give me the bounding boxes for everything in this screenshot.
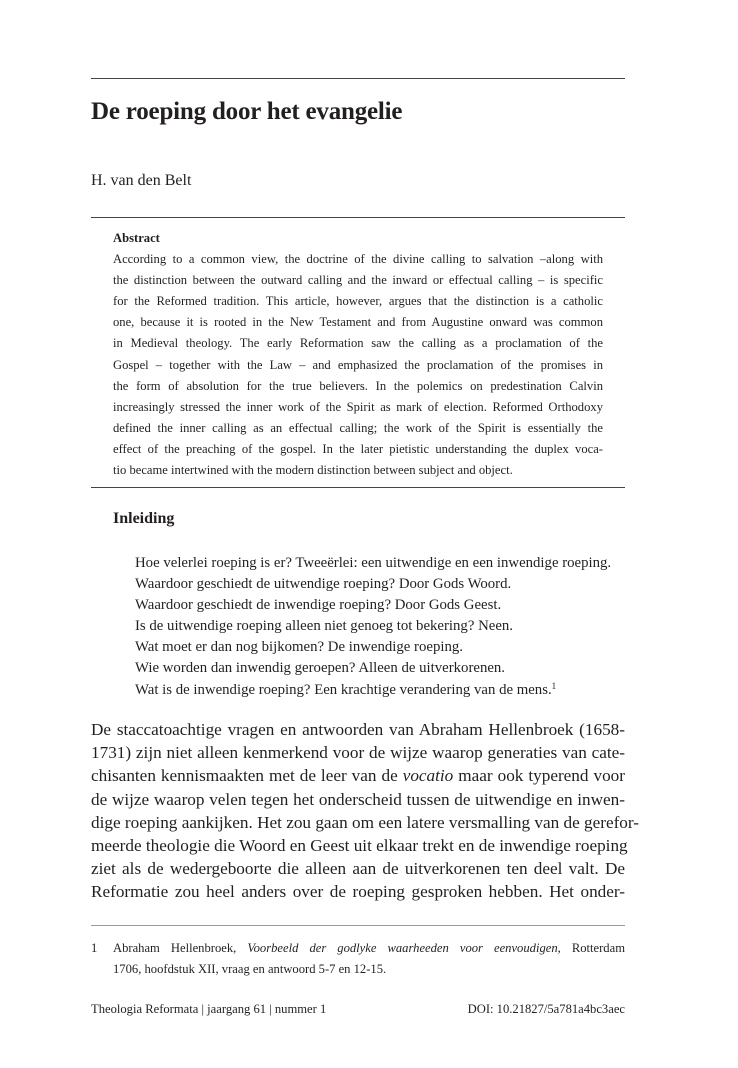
- article-title: De roeping door het evangelie: [91, 98, 403, 125]
- catechism-line: Wie worden dan inwendig geroepen? Alleen de uitverkorenen.: [135, 660, 506, 677]
- footnote-text: [113, 938, 625, 980]
- catechism-line: Hoe velerlei roeping is er? Tweeërlei: een uitwendige en een inwendige roeping.: [135, 555, 612, 571]
- abstract-line: tio became intertwined with the modern distinction between subject and object.: [113, 463, 513, 478]
- body-line: De staccatoachtige vragen en antwoorden van Abraham Hellenbroek (1658-: [91, 720, 625, 739]
- footnote-rule: [91, 925, 625, 926]
- catechism-line: Waardoor geschiedt de uitwendige roeping? Door Gods Woord.: [135, 576, 512, 593]
- body-line: Reformatie zou heel anders over de roeping gesproken hebben. Het onder-: [91, 882, 625, 902]
- section-heading: Inleiding: [113, 510, 175, 527]
- abstract-line: the distinction between the outward calling and the inward or effectual calling – is specific: [113, 273, 603, 288]
- abstract-line: According to a common view, the doctrine of the divine calling to salvation –along with: [113, 252, 603, 267]
- footnote-text-pre: Abraham Hellenbroek,: [113, 941, 248, 955]
- abstract-line: effect of the preaching of the gospel. In the later pietistic understanding the duplex voca-: [113, 441, 603, 456]
- body-line: meerde theologie die Woord en Geest uit elkaar trekt en de inwendige roeping: [91, 836, 628, 856]
- abstract-line: one, because it is rooted in the New Testament and from Augustine onward was common: [113, 315, 603, 330]
- emphasis-vocatio: vocatio: [402, 766, 454, 786]
- article-author: H. van den Belt: [91, 172, 192, 189]
- footnote-number: 1: [91, 941, 98, 955]
- abstract-line: defined the inner calling as an effectual calling; the work of the Spirit is essentially the: [113, 420, 603, 435]
- abstract-top-rule: [91, 217, 625, 218]
- abstract-line: the form of absolution for the true believers. In the polemics on predestination Calvin: [113, 378, 603, 393]
- body-line: de wijze waarop velen tegen het onderscheid tussen de uitwendige en inwen-: [91, 789, 625, 809]
- catechism-line: Wat moet er dan nog bijkomen? De inwendige roeping.: [135, 639, 463, 656]
- footnote-reference[interactable]: 1: [551, 680, 557, 691]
- body-line: ziet als de wedergeboorte die alleen aan de uitverkorenen ten deel valt. De: [91, 859, 625, 879]
- abstract-line: increasingly stressed the inner work of the Spirit as mark of election. Reformed Orthodoxy: [113, 399, 603, 414]
- body-line: dige roeping aankijken. Het zou gaan om een latere versmalling van de gerefor-: [91, 812, 639, 832]
- body-line-text: maar ook typerend voor: [453, 766, 625, 786]
- body-paragraph: [91, 718, 639, 904]
- catechism-quote: [135, 553, 635, 701]
- footnote-text-post: , Rotterdam: [557, 941, 625, 955]
- catechism-last-line: Wat is de inwendige roeping? Een krachtige verandering van de mens.: [135, 681, 552, 698]
- body-line-text: chisanten kennismaakten met de leer van de: [91, 766, 403, 786]
- catechism-line: [135, 680, 635, 701]
- footnote-line: [113, 938, 625, 959]
- catechism-line: Waardoor geschiedt de inwendige roeping? Door Gods Geest.: [135, 597, 502, 614]
- abstract-line: Gospel – together with the Law – and emphasized the proclamation of the promises in: [113, 357, 603, 372]
- footnote: [91, 938, 625, 980]
- body-line: [91, 764, 625, 787]
- catechism-line: Is de uitwendige roeping alleen niet genoeg tot bekering? Neen.: [135, 618, 514, 635]
- abstract-bottom-rule: [91, 487, 625, 488]
- footer-journal: Theologia Reformata | jaargang 61 | nummer 1: [91, 1002, 327, 1016]
- top-rule: [91, 78, 625, 79]
- abstract-line: for the Reformed tradition. This article, however, argues that the distinction is a catholic: [113, 294, 603, 309]
- body-line: 1731) zijn niet alleen kenmerkend voor de wijze waarop generaties van cate-: [91, 743, 625, 763]
- abstract-heading: Abstract: [113, 231, 160, 245]
- footnote-line: 1706, hoofdstuk XII, vraag en antwoord 5-7 en 12-15.: [113, 962, 387, 976]
- footer-doi[interactable]: DOI: 10.21827/5a781a4bc3aec: [467, 1002, 625, 1016]
- abstract-line: in Medieval theology. The early Reformation saw the calling as a proclamation of the: [113, 336, 603, 351]
- abstract-block: [113, 228, 603, 481]
- footnote-book-title: Voorbeeld der godlyke waarheeden voor eenvoudigen: [247, 941, 558, 955]
